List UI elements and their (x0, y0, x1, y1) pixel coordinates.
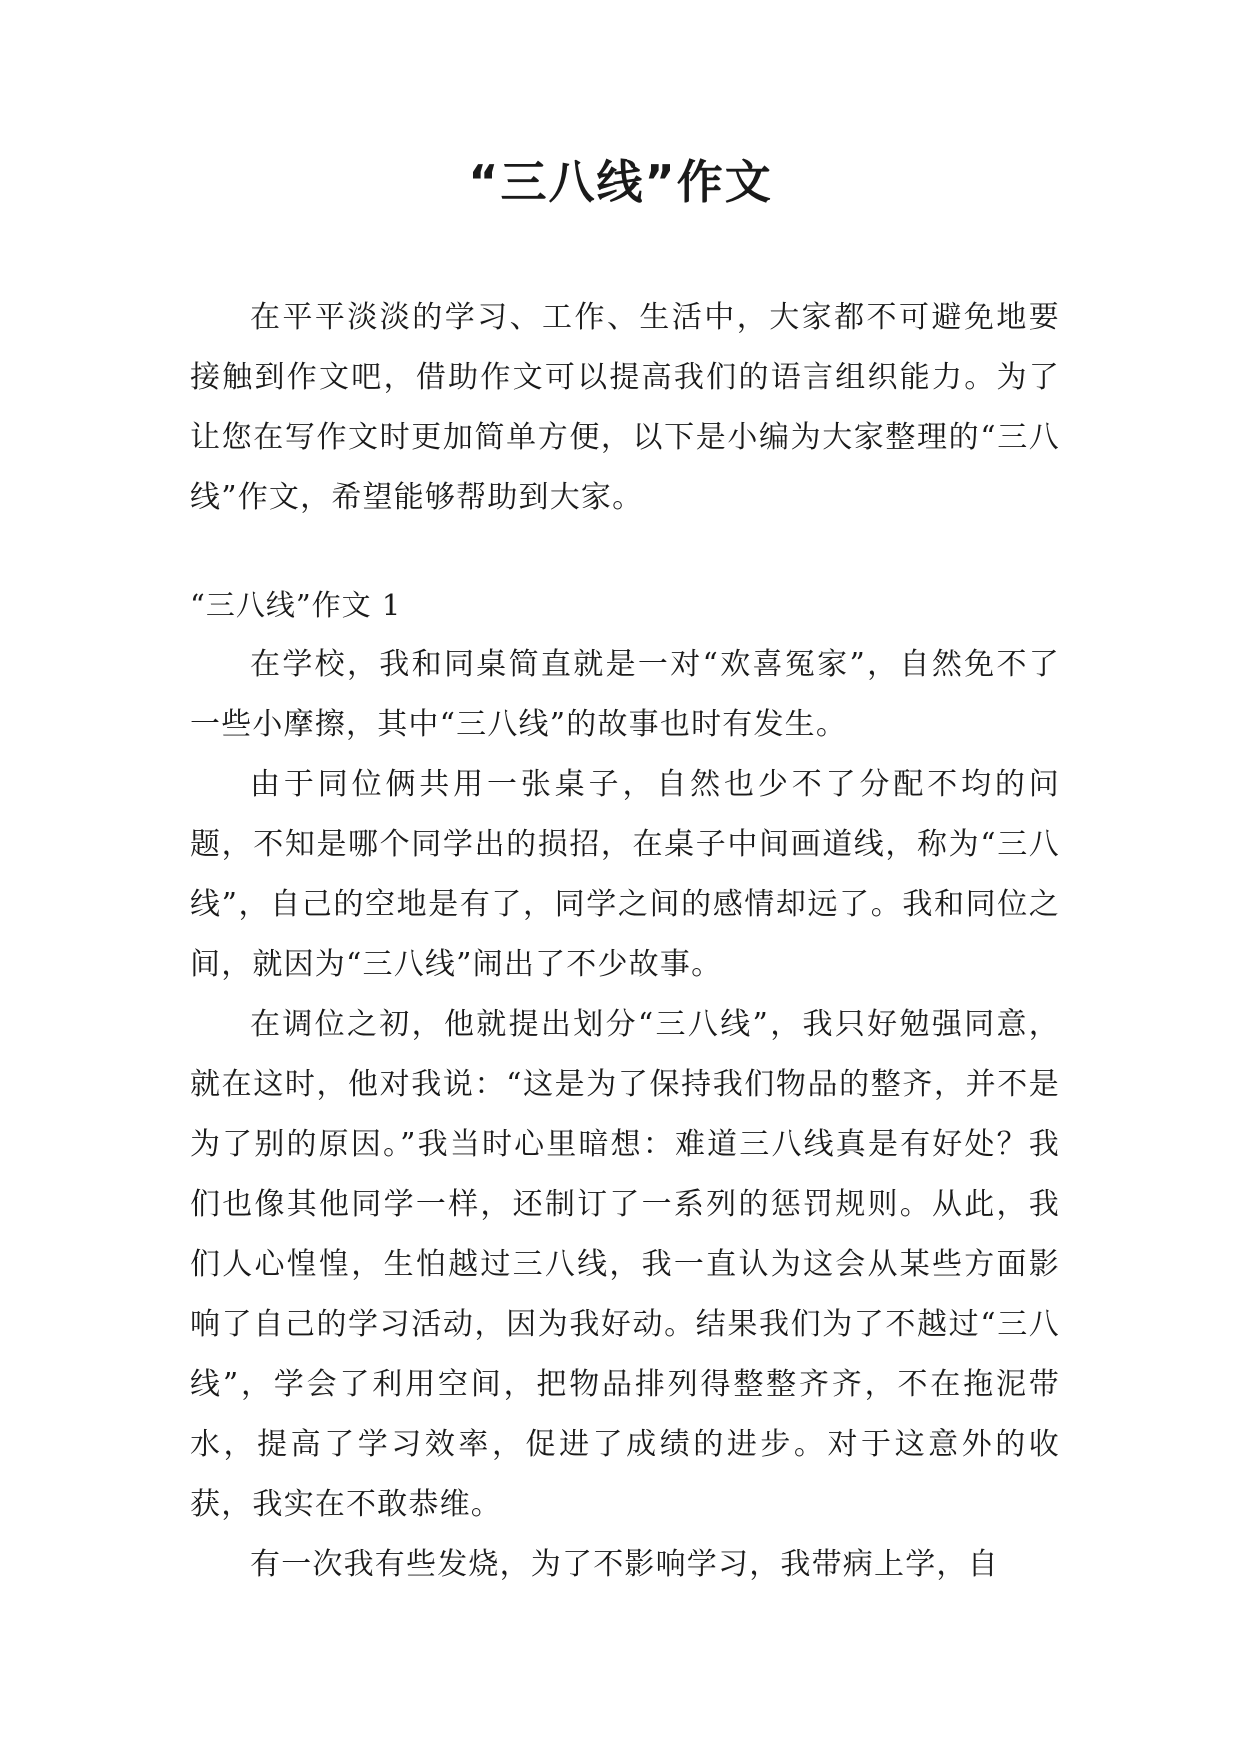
essay-paragraph: 在调位之初，他就提出划分“三八线”，我只好勉强同意，就在这时，他对我说：“这是为了保持我们物品的整齐，并不是为了别的原因。”我当时心里暗想：难道三八线真是有好处？我们也像其他同学一样，还制订了一系列的惩罚规则。从此，我们人心惶惶，生怕越过三八线，我一直认为这会从某些方面影响了自己的学习活动，因为我好动。结果我们为了不越过“三八线”，学会了利用空间，把物品排列得整整齐齐，不在拖泥带水，提高了学习效率，促进了成绩的进步。对于这意外的收获，我实在不敢恭维。 (190, 1007, 1060, 1522)
intro-paragraph: 在平平淡淡的学习、工作、生活中，大家都不可避免地要接触到作文吧，借助作文可以提高我们的语言组织能力。为了让您在写作文时更加简单方便，以下是小编为大家整理的“三八线”作文，希望能够帮助到大家。 (190, 300, 1060, 515)
essay-paragraph: 由于同位俩共用一张桌子，自然也少不了分配不均的问题，不知是哪个同学出的损招，在桌子中间画道线，称为“三八线”，自己的空地是有了，同学之间的感情却远了。我和同位之间，就因为“三八线”闹出了不少故事。 (190, 767, 1060, 982)
intro-section (190, 288, 1060, 528)
essay-paragraph: 在学校，我和同桌简直就是一对“欢喜冤家”，自然免不了一些小摩擦，其中“三八线”的故事也时有发生。 (190, 647, 1060, 742)
section-heading: “三八线”作文 1 (190, 588, 402, 622)
page-title: “三八线”作文 (468, 155, 773, 209)
essay-paragraph: 有一次我有些发烧，为了不影响学习，我带病上学，自 (250, 1547, 999, 1582)
essay-section (190, 575, 1060, 1595)
